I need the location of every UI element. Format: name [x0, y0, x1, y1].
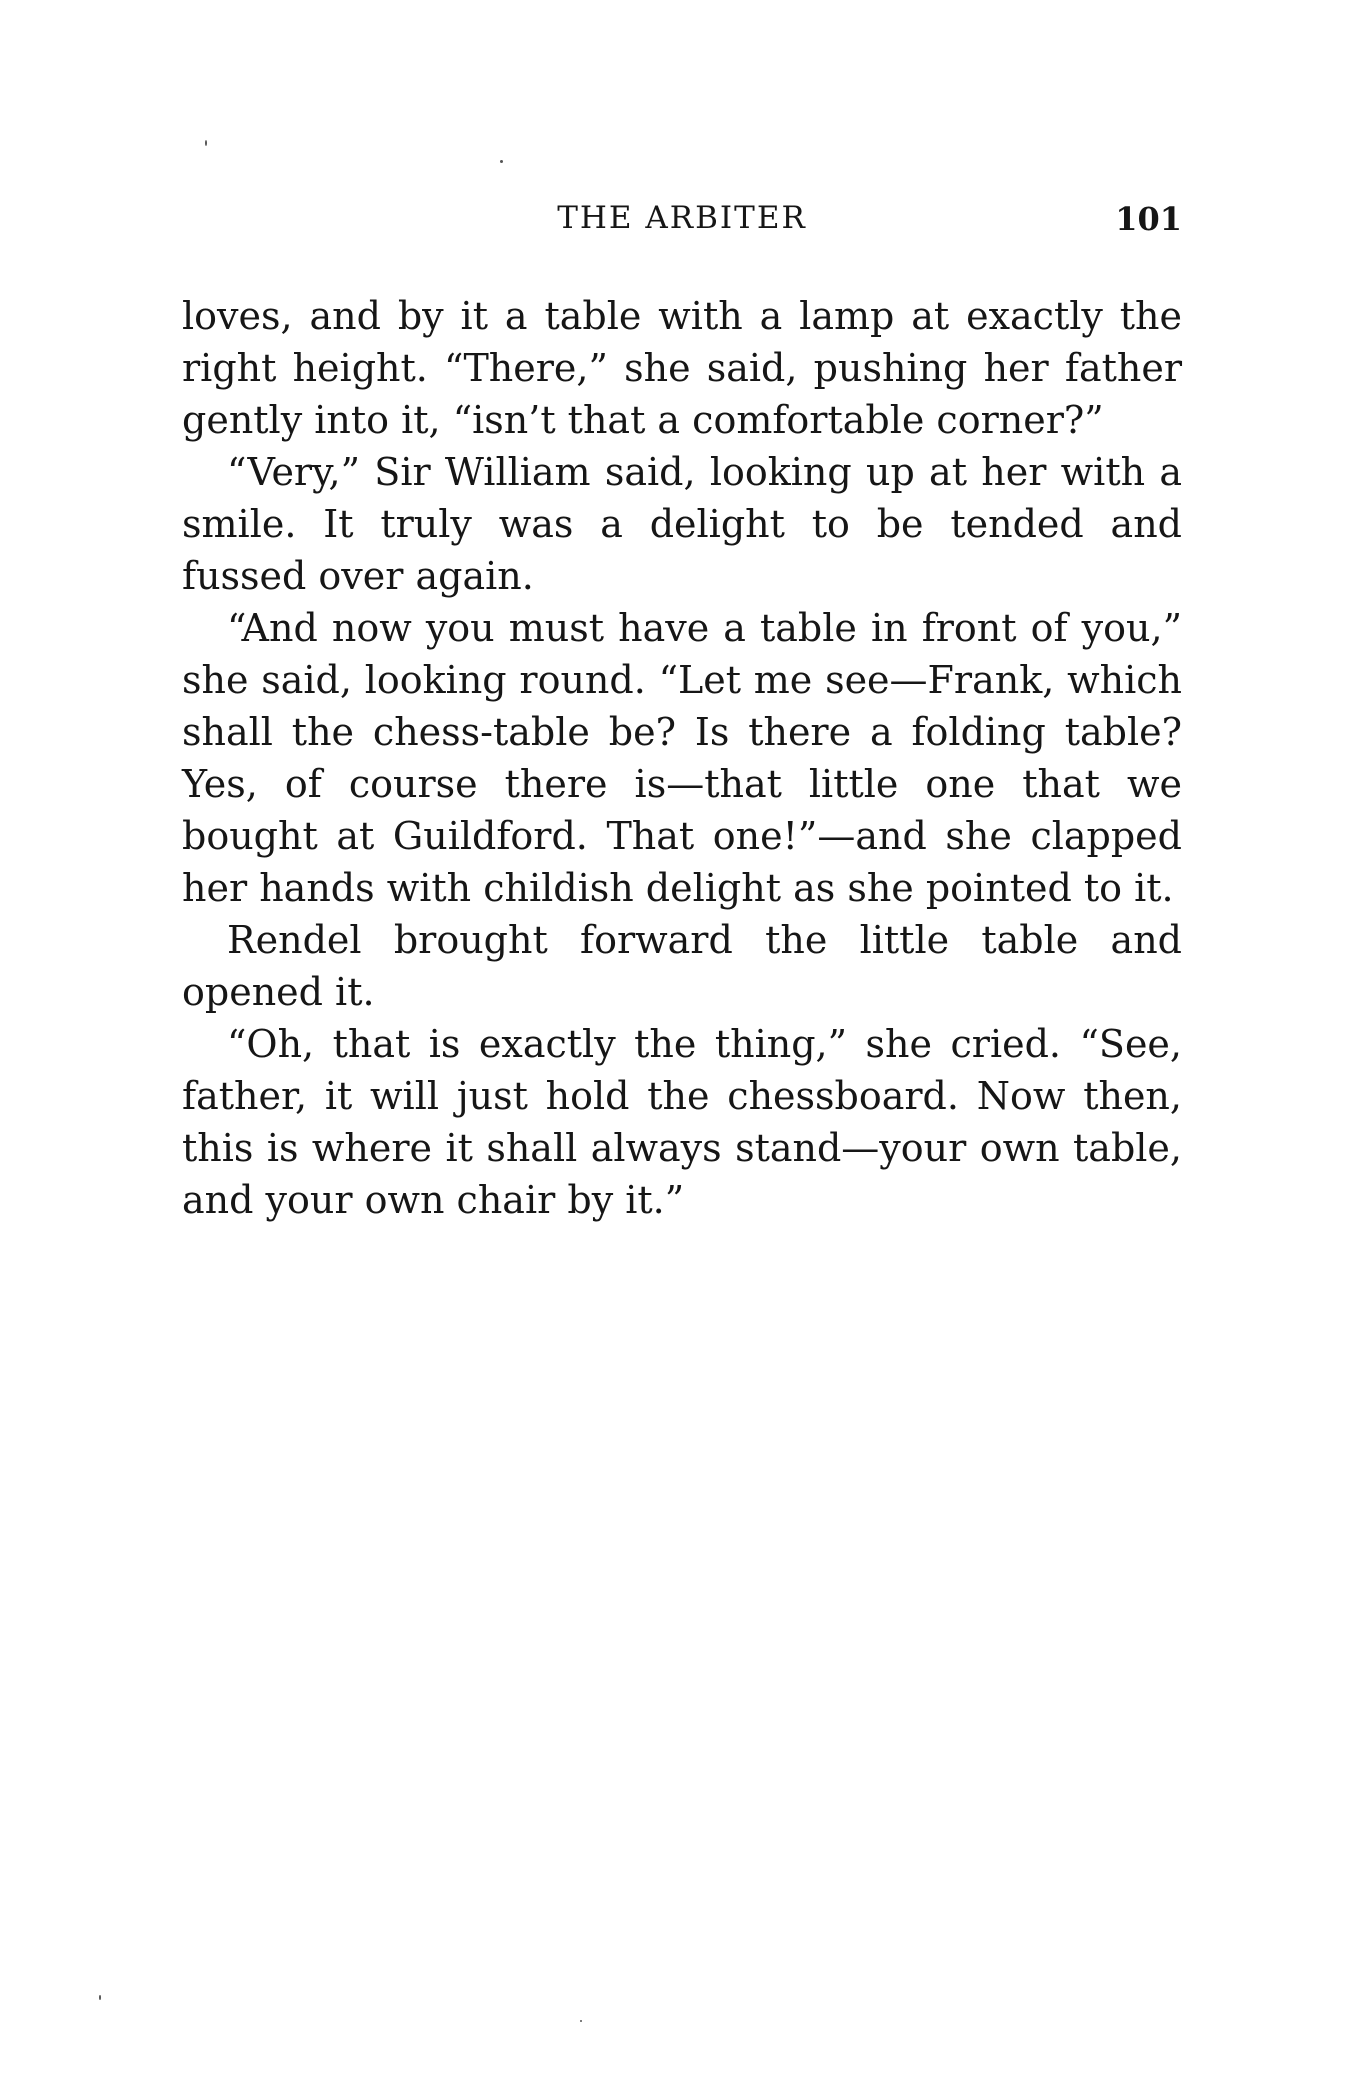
page-number: 101: [1115, 200, 1182, 238]
scan-speck: [580, 2020, 582, 2022]
running-head: [182, 200, 1182, 250]
paragraph-2: “Very,” Sir William said, looking up at her with a smile. It truly was a delight to be tended and fussed over again.: [182, 450, 1182, 598]
scan-speck: [205, 140, 207, 146]
paragraph-3: “And now you must have a table in front of you,” she said, looking round. “Let me see—Frank, which shall the chess-table be? Is there a folding table? Yes, of course there is—that little one that we bought at Guildford. That one!”—and she clapped her hands with childish delight as she pointed to it.: [182, 606, 1182, 910]
scan-speck: [500, 160, 503, 163]
paragraph-4: Rendel brought forward the little table and opened it.: [182, 918, 1182, 1014]
paragraph-1: loves, and by it a table with a lamp at exactly the right height. “There,” she said, pushing her father gently into it, “isn’t that a comfortable corner?”: [182, 294, 1182, 442]
paragraph-5: “Oh, that is exactly the thing,” she cried. “See, father, it will just hold the chessboard. Now then, this is where it shall always stand—your own table, and your own chair by it.”: [182, 1022, 1182, 1222]
scan-speck: [99, 1995, 101, 2000]
running-title: THE ARBITER: [557, 200, 807, 236]
body-text: [182, 290, 1182, 1226]
